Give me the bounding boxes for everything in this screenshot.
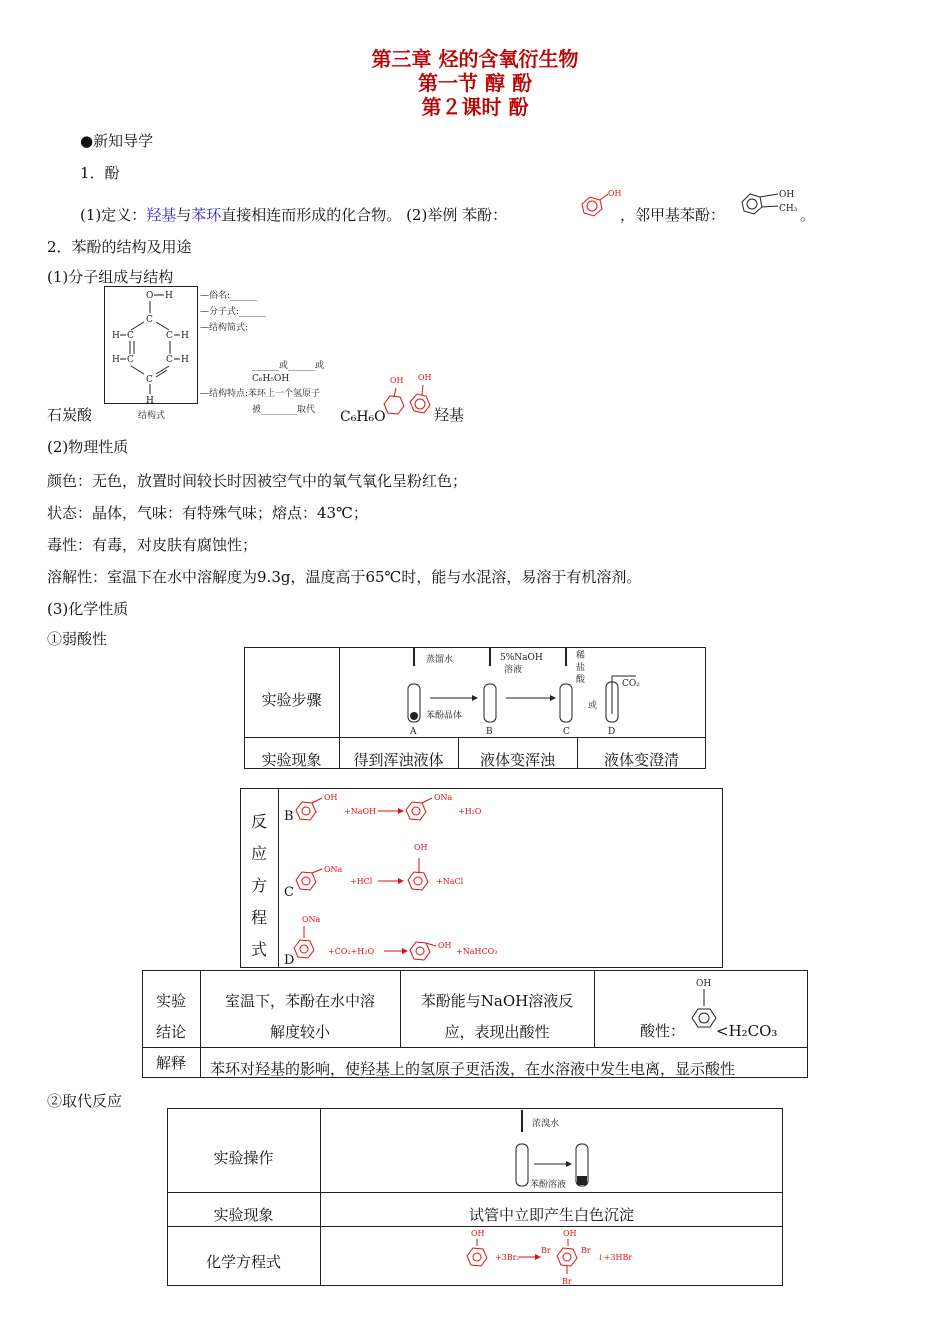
equation-label-char: 方 (250, 876, 267, 895)
svg-text:↓+3HBr: ↓+3HBr (597, 1253, 633, 1262)
svg-text:OH: OH (438, 941, 452, 950)
svg-text:苯酚溶液: 苯酚溶液 (530, 1180, 567, 1190)
structure-sub-heading: (1)分子组成与结构 (47, 268, 174, 286)
svg-text:—结构简式:: —结构简式: (200, 323, 249, 333)
answer-group: 羟基 (434, 406, 465, 424)
svg-text:CO₂: CO₂ (622, 679, 640, 689)
substitution-heading: ②取代反应 (47, 1092, 123, 1110)
svg-text:OH: OH (471, 1229, 485, 1238)
svg-text:H: H (181, 355, 189, 365)
equation-label (240, 806, 278, 966)
def-hydroxyl: 羟基 (146, 206, 177, 224)
svg-text:C: C (166, 331, 173, 341)
svg-text:C: C (563, 727, 570, 737)
svg-text:H: H (146, 396, 154, 406)
svg-text:CH₃: CH₃ (779, 204, 798, 214)
equation-label-char: 程 (250, 908, 267, 927)
svg-text:H: H (112, 355, 120, 365)
equation-b-letter: B (284, 809, 294, 824)
svg-text:+H₂O: +H₂O (458, 807, 482, 816)
phenomenon-a: 得到浑浊液体 (353, 751, 444, 769)
weak-acid-heading: ①弱酸性 (47, 630, 108, 648)
svg-text:5%NaOH: 5%NaOH (500, 653, 543, 663)
def-prefix: (1)定义： (80, 206, 147, 224)
bromine-water-diagram (500, 1110, 620, 1190)
chapter-title: 第三章 烃的含氧衍生物 (371, 47, 579, 71)
sub-phenomena-label: 实验现象 (213, 1206, 274, 1224)
svg-text:—结构特点:苯环上一个氢原子: —结构特点:苯环上一个氢原子 (200, 389, 321, 399)
equation-d (292, 908, 522, 968)
svg-text:被________取代: 被________取代 (252, 405, 316, 415)
svg-text:Br: Br (562, 1277, 572, 1286)
bromination-equation (465, 1226, 645, 1286)
svg-text:OH: OH (414, 843, 428, 852)
conclusion-label-2: 结论 (155, 1023, 186, 1041)
svg-text:OH: OH (563, 1229, 577, 1238)
equation-d-letter: D (284, 953, 295, 968)
svg-text:Br: Br (581, 1246, 591, 1255)
conclusion-2-line2: 应，表现出酸性 (444, 1023, 550, 1041)
physical-heading: (2)物理性质 (47, 438, 129, 456)
svg-text:H: H (112, 331, 120, 341)
svg-text:+NaHCO₃: +NaHCO₃ (456, 947, 498, 956)
physical-solubility: 溶解性：室温下在水中溶解度为9.3g，温度高于65℃时，能与水混溶，易溶于有机溶剂。 (47, 568, 642, 586)
svg-text:盐: 盐 (576, 663, 586, 673)
svg-text:C: C (146, 375, 153, 385)
svg-text:ONa: ONa (434, 793, 453, 802)
svg-text:浓溴水: 浓溴水 (532, 1119, 560, 1129)
svg-text:OH: OH (779, 190, 795, 200)
physical-toxicity: 毒性：有毒，对皮肤有腐蚀性； (47, 536, 258, 554)
svg-text:A: A (410, 727, 417, 737)
svg-text:ONa: ONa (324, 865, 343, 874)
svg-text:C: C (166, 355, 173, 365)
svg-text:—分子式:______: —分子式:______ (200, 307, 267, 317)
svg-text:______或______或: ______或______或 (252, 361, 325, 371)
svg-text:+CO₂+H₂O: +CO₂+H₂O (328, 947, 375, 956)
svg-text:OH: OH (696, 979, 712, 989)
svg-text:C₆H₅OH: C₆H₅OH (252, 374, 290, 384)
svg-text:溶液: 溶液 (504, 665, 523, 675)
cresol-label: ，邻甲基苯酚： (620, 206, 726, 224)
item-phenol: 1．酚 (80, 164, 120, 182)
svg-text:苯酚晶体: 苯酚晶体 (426, 711, 463, 721)
svg-text:+HCl: +HCl (350, 877, 373, 886)
equation-label-char: 式 (250, 940, 267, 959)
svg-text:结构式: 结构式 (138, 411, 166, 421)
phenomenon-c: 液体变澄清 (603, 751, 679, 769)
explain-text: 苯环对羟基的影响，使羟基上的氢原子更活泼，在水溶液中发生电离，显示酸性 (210, 1060, 736, 1078)
sub-equation-label: 化学方程式 (205, 1253, 281, 1271)
svg-text:—俗名:______: —俗名:______ (200, 291, 258, 301)
conclusion-1-line1: 室温下，苯酚在水中溶 (224, 992, 375, 1010)
equation-b (294, 790, 514, 830)
conclusion-2-line1: 苯酚能与NaOH溶液反 (420, 992, 574, 1010)
exp-steps-label: 实验步骤 (261, 691, 322, 709)
svg-text:酸: 酸 (576, 675, 586, 685)
svg-text:D: D (608, 727, 616, 737)
equation-c (294, 836, 514, 896)
structure-heading: 2．苯酚的结构及用途 (47, 238, 192, 256)
lesson-title: 第２课时 酚 (421, 95, 529, 119)
svg-text:B: B (486, 727, 493, 737)
answer-formula: C₆H₆O (340, 409, 386, 425)
chemical-heading: (3)化学性质 (47, 600, 129, 618)
physical-color: 颜色：无色，放置时间较长时因被空气中的氧气氧化呈粉红色； (47, 472, 468, 490)
answer-phenol-icons (380, 366, 436, 422)
svg-text:OH: OH (418, 373, 432, 382)
svg-text:+3Br₂: +3Br₂ (495, 1253, 520, 1262)
equation-c-letter: C (284, 885, 294, 900)
svg-text:蒸馏水: 蒸馏水 (426, 655, 454, 665)
def-and: 与 (176, 206, 192, 224)
svg-text:C: C (127, 355, 134, 365)
svg-text:稀: 稀 (576, 651, 586, 661)
svg-text:C: C (127, 331, 134, 341)
structural-formula-diagram (104, 286, 344, 426)
svg-text:+NaOH: +NaOH (344, 807, 377, 816)
def-suffix: 直接相连而形成的化合物。 (2)举例 苯酚： (221, 206, 508, 224)
section-title: 第一节 醇 酚 (418, 71, 532, 95)
phenomenon-b: 液体变浑浊 (479, 751, 555, 769)
svg-text:OH: OH (324, 793, 338, 802)
svg-text:+NaCl: +NaCl (436, 877, 464, 886)
exp-phenomena-label: 实验现象 (261, 751, 322, 769)
cresol-structure-icon (738, 180, 808, 220)
equation-label-char: 应 (250, 844, 267, 863)
sub-operation-label: 实验操作 (213, 1149, 274, 1167)
def-benzene: 苯环 (191, 206, 222, 224)
acidity-prefix: 酸性： (640, 1022, 686, 1040)
new-knowledge-heading: ●新知导学 (80, 132, 154, 150)
sub-phenomenon: 试管中立即产生白色沉淀 (468, 1206, 634, 1224)
svg-text:C: C (146, 315, 153, 325)
test-tube-diagram (400, 648, 660, 738)
conclusion-label-1: 实验 (155, 992, 186, 1010)
svg-text:H: H (165, 291, 173, 301)
acidity-suffix: <H₂CO₃ (716, 1022, 778, 1040)
svg-text:H: H (181, 331, 189, 341)
explain-label: 解释 (155, 1054, 186, 1072)
physical-state: 状态：晶体，气味：有特殊气味；熔点：43℃； (47, 504, 368, 522)
definition-period: 。 (800, 206, 816, 224)
definition-line (80, 206, 507, 224)
svg-text:O: O (146, 291, 154, 301)
answer-common-name: 石炭酸 (47, 406, 93, 424)
conclusion-1-line2: 解度较小 (269, 1023, 330, 1041)
svg-text:Br: Br (541, 1246, 551, 1255)
equation-label-char: 反 (250, 812, 267, 831)
svg-text:OH: OH (390, 376, 404, 385)
svg-text:ONa: ONa (302, 915, 321, 924)
svg-text:或: 或 (588, 701, 598, 711)
svg-text:OH: OH (608, 189, 622, 198)
